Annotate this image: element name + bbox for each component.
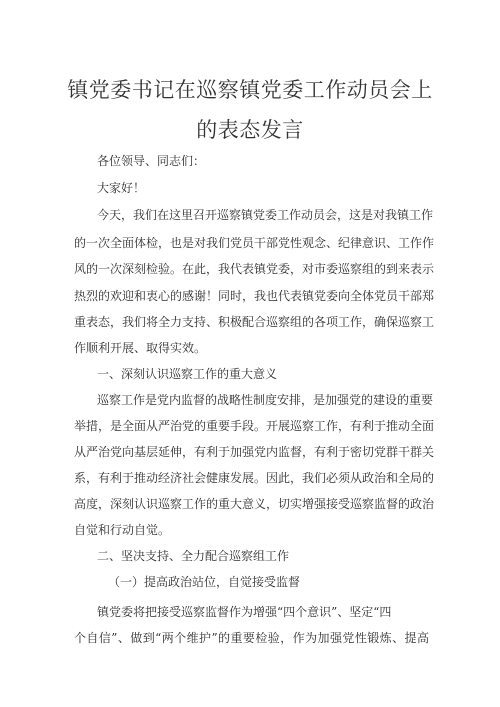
paragraph-1-line-4: 热烈的欢迎和衷心的感谢！同时，我也代表镇党委向全体党员干部郑 [74, 289, 435, 303]
paragraph-2-line-4: 系，有利于推动经济社会健康发展。因此，我们必须从政治和全局的 [74, 471, 435, 485]
paragraph-2-line-1: 巡察工作是党内监督的战略性制度安排，是加强党的建设的重要 [97, 393, 434, 407]
paragraph-1-line-2: 的一次全面体检，也是对我们党员干部党性观念、纪律意识、工作作 [74, 236, 435, 250]
section-heading-1: 一、深刻认识巡察工作的重大意义 [97, 367, 278, 381]
paragraph-2-line-3: 从严治党向基层延伸，有利于加强党内监督，有利于密切党群干群关 [74, 445, 435, 459]
paragraph-1-line-6: 作顺利开展、取得实效。 [74, 341, 207, 355]
section-heading-2: 二、坚决支持、全力配合巡察组工作 [97, 549, 290, 563]
document-title-line-2: 的表态发言 [196, 118, 304, 142]
greeting: 大家好！ [97, 181, 146, 195]
paragraph-2-line-5: 高度，深刻认识巡察工作的重大意义，切实增强接受巡察监督的政治 [74, 497, 435, 511]
paragraph-3-line-1: 镇党委将把接受巡察监督作为增强“四个意识”、坚定“四 [97, 605, 392, 619]
subsection-heading-1: （一）提高政治站位，自觉接受监督 [108, 575, 301, 589]
paragraph-1-line-3: 风的一次深刻检验。在此，我代表镇党委，对市委巡察组的到来表示 [74, 262, 435, 276]
document-title-line-1: 镇党委书记在巡察镇党委工作动员会上 [67, 78, 433, 102]
paragraph-2-line-6: 自觉和行动自觉。 [74, 523, 171, 537]
paragraph-3-line-2: 个自信”、做到“两个维护”的重要检验，作为加强党性锻炼、提高 [74, 631, 429, 645]
paragraph-1-line-5: 重表态，我们将全力支持、积极配合巡察组的各项工作，确保巡察工 [74, 315, 435, 329]
salutation: 各位领导、同志们： [97, 154, 206, 168]
paragraph-2-line-2: 举措，是全面从严治党的重要手段。开展巡察工作，有利于推动全面 [74, 419, 435, 433]
paragraph-1-line-1: 今天，我们在这里召开巡察镇党委工作动员会，这是对我镇工作 [97, 208, 434, 222]
